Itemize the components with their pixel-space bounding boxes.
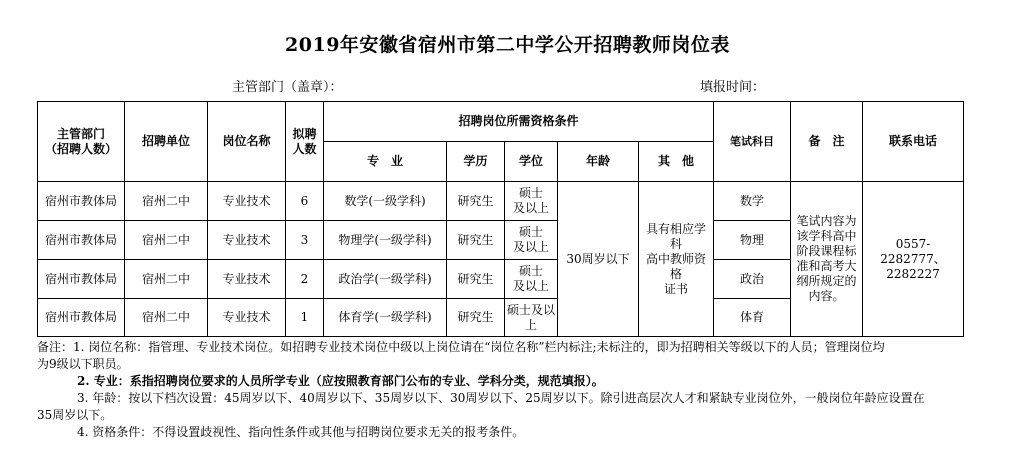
- cell-exam: 政治: [714, 260, 791, 299]
- cell-dept: 宿州市教体局: [38, 299, 125, 337]
- cell-position: 专业技术: [208, 221, 286, 260]
- header-conditions: 招聘岗位所需资格条件: [324, 102, 714, 142]
- note-4: 4. 资格条件：不得设置歧视性、指向性条件或其他与招聘岗位要求无关的报考条件。: [77, 425, 525, 439]
- cell-education: 研究生: [447, 182, 505, 221]
- header-unit: 招聘单位: [125, 102, 208, 182]
- cell-exam: 物理: [714, 221, 791, 260]
- cell-major: 数学(一级学科): [324, 182, 447, 221]
- cell-degree: 硕士及以 上: [505, 299, 558, 337]
- cell-position: 专业技术: [208, 260, 286, 299]
- cell-count: 6: [286, 182, 324, 221]
- cell-degree: 硕士 及以上: [505, 182, 558, 221]
- cell-unit: 宿州二中: [125, 299, 208, 337]
- header-exam: 笔试科目: [714, 102, 791, 182]
- cell-degree: 硕士 及以上: [505, 221, 558, 260]
- fill-date-label: 填报时间：: [700, 80, 766, 95]
- dept-seal-label: 主管部门（盖章）：: [232, 80, 343, 95]
- header-row-1: [38, 102, 964, 142]
- note-3-line-2: 35周岁以下。: [37, 408, 113, 422]
- notes-section: [37, 339, 972, 441]
- cell-major: 政治学(一级学科): [324, 260, 447, 299]
- header-education: 学历: [447, 142, 505, 182]
- header-other: 其 他: [639, 142, 714, 182]
- cell-degree: 硕士 及以上: [505, 260, 558, 299]
- header-dept: 主管部门 （招聘人数）: [38, 102, 125, 182]
- cell-education: 研究生: [447, 299, 505, 337]
- cell-age: 30周岁以下: [558, 182, 639, 337]
- header-degree: 学位: [505, 142, 558, 182]
- cell-unit: 宿州二中: [125, 221, 208, 260]
- cell-dept: 宿州市教体局: [38, 260, 125, 299]
- cell-position: 专业技术: [208, 299, 286, 337]
- cell-count: 3: [286, 221, 324, 260]
- cell-unit: 宿州二中: [125, 260, 208, 299]
- note-1-line-1: 备注：1. 岗位名称：指管理、专业技术岗位。如招聘专业技术岗位中级以上岗位请在“岗位名称”栏内标注;未标注的，即为招聘相关等级以下的人员；管理岗位均: [37, 340, 885, 354]
- header-count: 拟聘 人数: [286, 102, 324, 182]
- cell-dept: 宿州市教体局: [38, 221, 125, 260]
- cell-position: 专业技术: [208, 182, 286, 221]
- header-phone: 联系电话: [863, 102, 964, 182]
- header-remarks: 备 注: [791, 102, 863, 182]
- cell-exam: 体育: [714, 299, 791, 337]
- cell-education: 研究生: [447, 221, 505, 260]
- cell-other: 具有相应学科 高中教师资格 证书: [639, 182, 714, 337]
- cell-remarks: 笔试内容为 该学科高中 阶段课程标 准和高考大 纲所规定的 内容。: [791, 182, 863, 337]
- note-2: 2. 专业：系指招聘岗位要求的人员所学专业（应按照教育部门公布的专业、学科分类，规范填报）。: [77, 374, 604, 388]
- cell-dept: 宿州市教体局: [38, 182, 125, 221]
- cell-count: 2: [286, 260, 324, 299]
- cell-unit: 宿州二中: [125, 182, 208, 221]
- table-row: [38, 182, 964, 221]
- header-age: 年龄: [558, 142, 639, 182]
- page-title: 2019年安徽省宿州市第二中学公开招聘教师岗位表: [285, 34, 730, 56]
- cell-major: 体育学(一级学科): [324, 299, 447, 337]
- cell-major: 物理学(一级学科): [324, 221, 447, 260]
- note-3-line-1: 3. 年龄：按以下档次设置：45周岁以下、40周岁以下、35周岁以下、30周岁以下、25周岁以下。除引进高层次人才和紧缺专业岗位外，一般岗位年龄应设置在: [77, 391, 925, 405]
- recruitment-table: [37, 101, 964, 337]
- cell-exam: 数学: [714, 182, 791, 221]
- note-1-line-2: 为9级以下职员。: [37, 357, 129, 371]
- cell-phone: 0557-2282777、 2282227: [863, 182, 964, 337]
- cell-education: 研究生: [447, 260, 505, 299]
- header-major: 专 业: [324, 142, 447, 182]
- header-position: 岗位名称: [208, 102, 286, 182]
- cell-count: 1: [286, 299, 324, 337]
